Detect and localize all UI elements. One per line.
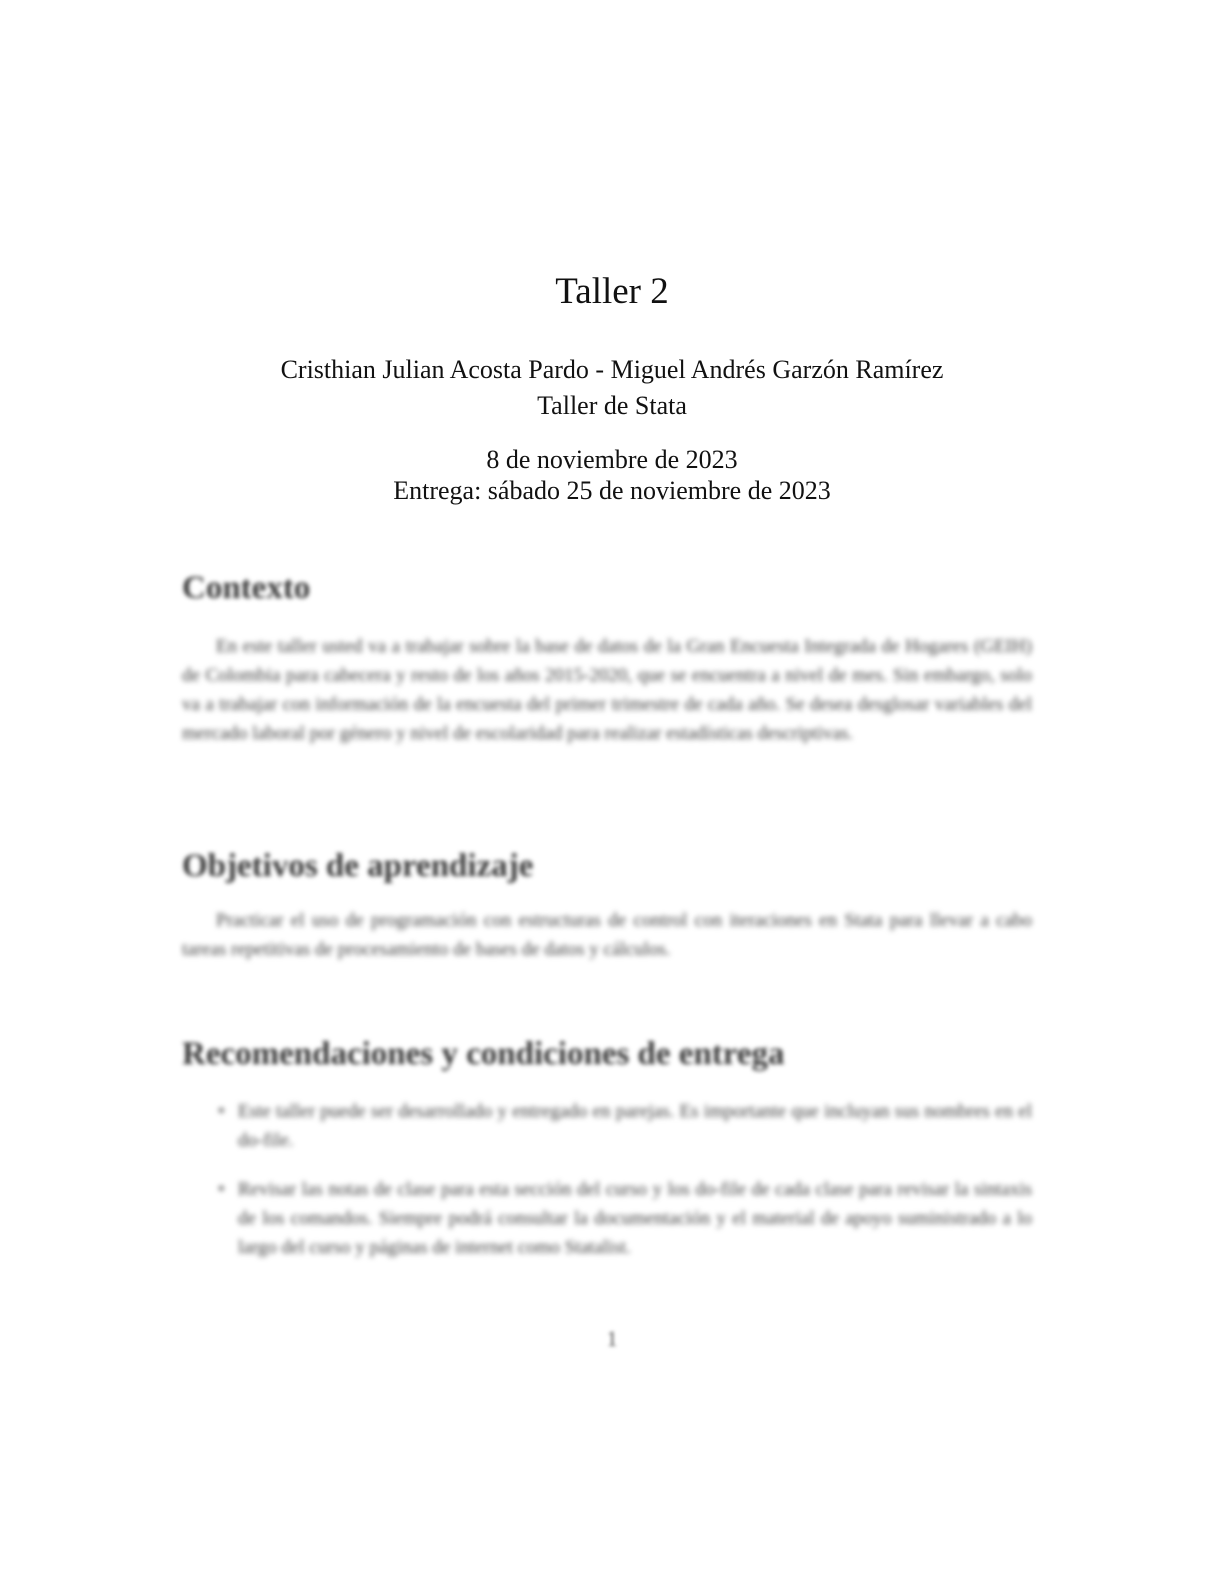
- course-line: Taller de Stata: [537, 391, 687, 420]
- date-block: [0, 444, 1224, 506]
- list-item-text: Revisar las notas de clase para esta sección del curso y los do-file de cada clase para revisar la sintaxis de los comandos. Siempre podrá consultar la documentación y el material de apoyo suministrado a lo largo del curso y páginas de internet como Statalist.: [238, 1179, 1032, 1258]
- page-number: 1: [606, 1326, 618, 1351]
- recommendations-list: [182, 1097, 1032, 1282]
- due-date-line: Entrega: sábado 25 de noviembre de 2023: [393, 476, 831, 505]
- date-line: 8 de noviembre de 2023: [486, 445, 738, 474]
- author-block: [0, 352, 1224, 424]
- bullet-icon: •: [218, 1179, 225, 1200]
- list-item-text: Este taller puede ser desarrollado y entregado en parejas. Es importante que incluyan sus nombres en el do-file.: [238, 1101, 1032, 1151]
- bullet-icon: •: [218, 1101, 225, 1122]
- document-title: Taller 2: [555, 271, 669, 312]
- authors-line: Cristhian Julian Acosta Pardo - Miguel Andrés Garzón Ramírez: [280, 355, 944, 384]
- section-heading-recomendaciones: Recomendaciones y condiciones de entrega: [182, 1036, 785, 1072]
- section-heading-objetivos: Objetivos de aprendizaje: [182, 848, 534, 884]
- section-body-contexto: En este taller usted va a trabajar sobre la base de datos de la Gran Encuesta Integrada de Hogares (GEIH) de Colombia para cabecera y resto de los años 2015-2020, que se encuentra a nivel de mes. Sin embargo, solo va a trabajar con información de la encuesta del primer trimestre de cada año. Se desea desglosar variables del mercado laboral por género y nivel de escolaridad para realizar estadísticas descriptivas.: [182, 636, 1032, 744]
- section-heading-contexto: Contexto: [182, 570, 311, 606]
- list-item: [182, 1097, 1032, 1155]
- list-item: [182, 1175, 1032, 1262]
- section-body-objetivos: Practicar el uso de programación con estructuras de control con iteraciones en Stata para llevar a cabo tareas repetitivas de procesamiento de bases de datos y cálculos.: [182, 910, 1032, 960]
